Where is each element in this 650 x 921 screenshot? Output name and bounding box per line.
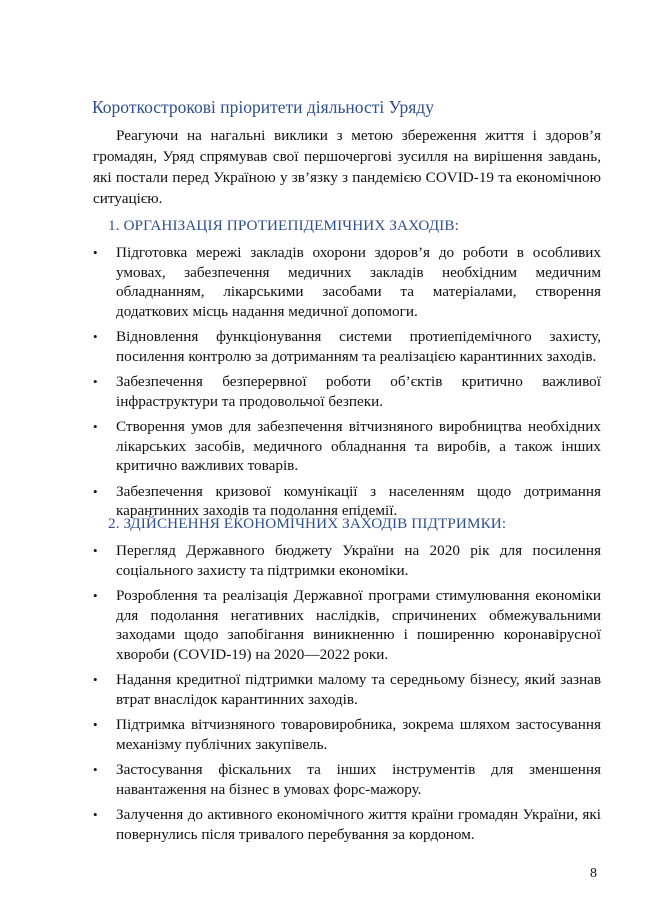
list-item: • Підтримка вітчизняного товаровиробника, зокрема шляхом застосування механізму публічних закупівель. [93, 716, 601, 753]
bullet-icon: • [93, 419, 98, 434]
intro-paragraph: Реагуючи на нагальні виклики з метою збереження життя і здоров’я громадян, Уряд спрямував свої першочергові зусилля на вирішення завдань, які постали перед Україною у зв’язку з пандемією COVID-19 та економічною ситуацією. [93, 127, 601, 207]
bullet-icon: • [93, 374, 98, 389]
bullet-icon: • [93, 807, 98, 822]
bullet-icon: • [93, 672, 98, 687]
page-number: 8 [590, 866, 597, 881]
list-item: • Відновлення функціонування системи протиепідемічного захисту, посилення контролю за дотриманням та реалізацією карантинних заходів. [93, 328, 601, 365]
page-heading: Короткострокові пріоритети діяльності Уряду [92, 97, 434, 117]
list-item: • Розроблення та реалізація Державної програми стимулювання економіки для подолання негативних наслідків, спричинених обмежувальними заходами щодо запобігання виникненню і поширенню коронавірусної хвороби (COVID-19) на 2020—2022 роки. [93, 587, 601, 663]
list-item: • Залучення до активного економічного життя країни громадян України, які повернулись після тривалого перебування за кордоном. [93, 806, 601, 843]
bullet-icon: • [93, 717, 98, 732]
bullet-icon: • [93, 483, 98, 499]
section-title-epidemic-measures: 1. ОРГАНІЗАЦІЯ ПРОТИЕПІДЕМІЧНИХ ЗАХОДІВ: [108, 217, 459, 234]
list-item: • Забезпечення безперервної роботи об’єктів критично важливої інфраструктури та продовольчої безпеки. [93, 373, 601, 410]
list-item: • Перегляд Державного бюджету України на 2020 рік для посилення соціального захисту та підтримки економіки. [93, 542, 601, 579]
bullet-icon: • [93, 245, 98, 260]
list-item: • Застосування фіскальних та інших інструментів для зменшення навантаження на бізнес в умовах форс-мажору. [93, 761, 601, 798]
list-item: • Надання кредитної підтримки малому та середньому бізнесу, який зазнав втрат внаслідок карантинних заходів. [93, 671, 601, 708]
section-title-economic-support: 2. ЗДІЙСНЕННЯ ЕКОНОМІЧНИХ ЗАХОДІВ ПІДТРИМКИ: [108, 515, 507, 532]
bullet-icon: • [93, 543, 98, 558]
list-item: • Забезпечення кризової комунікації з населенням щодо дотримання карантинних заходів та подолання епідемії. [93, 482, 601, 519]
epidemic-measures-list [93, 243, 601, 527]
bullet-icon: • [93, 588, 98, 603]
list-item: • Підготовка мережі закладів охорони здоров’я до роботи в особливих умовах, забезпечення медичних закладів необхідним медичним обладнанням, лікарськими засобами та матеріалами, створення додаткових місць надання медичної допомоги. [93, 244, 601, 320]
economic-support-list [93, 541, 601, 850]
list-item: • Створення умов для забезпечення вітчизняного виробництва необхідних лікарських засобів, медичного обладнання та виробів, а також інших критично важливих товарів. [93, 418, 601, 474]
bullet-icon: • [93, 329, 98, 344]
bullet-icon: • [93, 762, 98, 777]
